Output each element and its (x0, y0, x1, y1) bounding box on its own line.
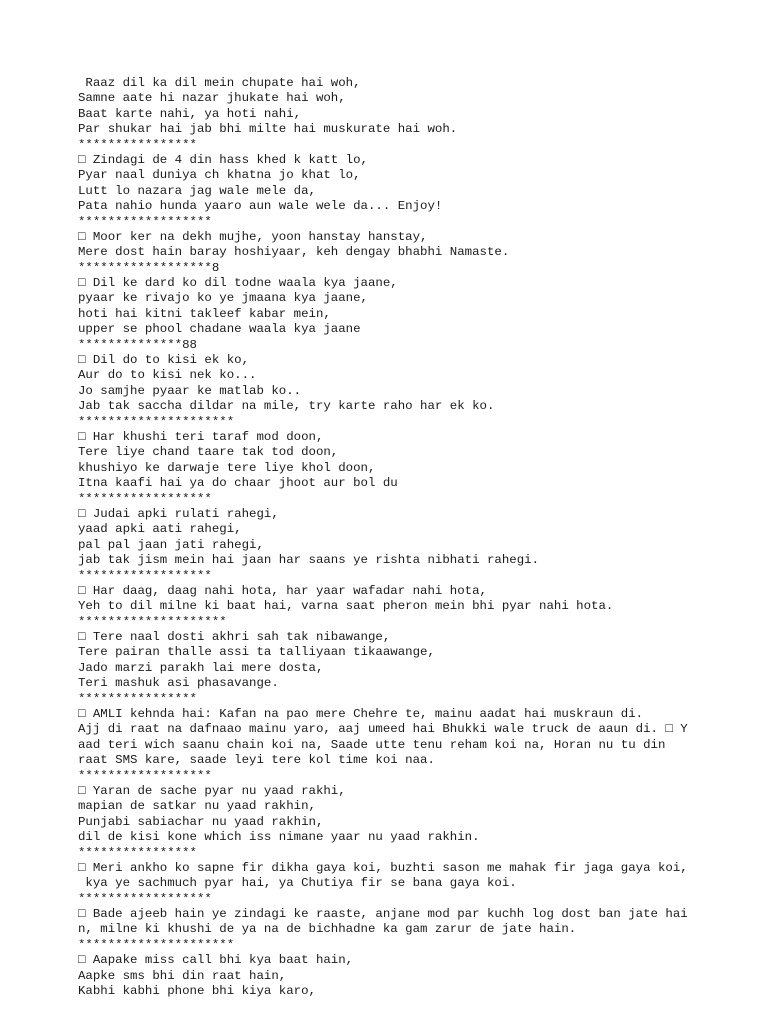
text-line: Jo samjhe pyaar ke matlab ko.. (78, 383, 302, 398)
separator-line: ****************** (78, 891, 212, 906)
text-line: □ Moor ker na dekh mujhe, yoon hanstay hanstay, (78, 229, 428, 244)
text-line: aad teri wich saanu chain koi na, Saade utte tenu reham koi na, Horan nu tu din (78, 737, 666, 752)
text-line: kya ye sachmuch pyar hai, ya Chutiya fir se bana gaya koi. (78, 876, 517, 891)
text-line: Tere liye chand taare tak tod doon, (78, 445, 339, 460)
text-line: pyaar ke rivajo ko ye jmaana kya jaane, (78, 291, 368, 306)
text-line: □ Dil ke dard ko dil todne waala kya jaane, (78, 276, 398, 291)
text-line: □ Dil do to kisi ek ko, (78, 353, 250, 368)
document-body (78, 76, 728, 999)
text-line: Samne aate hi nazar jhukate hai woh, (78, 91, 346, 106)
text-line: □ Yaran de sache pyar nu yaad rakhi, (78, 783, 346, 798)
text-line: Yeh to dil milne ki baat hai, varna saat pheron mein bhi pyar nahi hota. (78, 599, 614, 614)
text-line: Ajj di raat na dafnaao mainu yaro, aaj umeed hai Bhukki wale truck de aaun di. □ Y (78, 722, 688, 737)
text-line: Aapke sms bhi din raat hain, (78, 968, 287, 983)
text-line: jab tak jism mein hai jaan har saans ye rishta nibhati rahegi. (78, 553, 540, 568)
separator-line: ****************** (78, 568, 212, 583)
text-line: Baat karte nahi, ya hoti nahi, (78, 106, 302, 121)
text-line: □ Bade ajeeb hain ye zindagi ke raaste, anjane mod par kuchh log dost ban jate hai (78, 907, 688, 922)
separator-line: ****************** (78, 768, 212, 783)
text-line: khushiyo ke darwaje tere liye khol doon, (78, 460, 376, 475)
text-line: yaad apki aati rahegi, (78, 522, 242, 537)
separator-line: ****************** (78, 491, 212, 506)
text-line: Kabhi kabhi phone bhi kiya karo, (78, 984, 316, 999)
text-line: □ Judai apki rulati rahegi, (78, 506, 279, 521)
text-line: Aur do to kisi nek ko... (78, 368, 257, 383)
text-line: Pata nahio hunda yaaro aun wale wele da... Enjoy! (78, 199, 443, 214)
separator-line: ********************* (78, 414, 235, 429)
text-line: Jab tak saccha dildar na mile, try karte raho har ek ko. (78, 399, 495, 414)
text-line: □ Har daag, daag nahi hota, har yaar wafadar nahi hota, (78, 583, 487, 598)
text-line: upper se phool chadane waala kya jaane (78, 322, 361, 337)
text-line: Mere dost hain baray hoshiyaar, keh dengay bhabhi Namaste. (78, 245, 510, 260)
separator-line: ******************8 (78, 260, 220, 275)
separator-line: **************88 (78, 337, 197, 352)
text-line: Teri mashuk asi phasavange. (78, 676, 279, 691)
separator-line: ******************** (78, 614, 227, 629)
separator-line: **************** (78, 691, 197, 706)
text-line: Tere pairan thalle assi ta talliyaan tikaawange, (78, 645, 435, 660)
separator-line: **************** (78, 845, 197, 860)
text-line: □ Aapake miss call bhi kya baat hain, (78, 953, 354, 968)
text-line: raat SMS kare, saade leyi tere kol time koi naa. (78, 753, 435, 768)
text-line: n, milne ki khushi de ya na de bichhadne ka gam zarur de jate hain. (78, 922, 577, 937)
text-line: □ AMLI kehnda hai: Kafan na pao mere Chehre te, mainu aadat hai muskraun di. (78, 707, 644, 722)
text-line: Lutt lo nazara jag wale mele da, (78, 183, 316, 198)
text-line: □ Zindagi de 4 din hass khed k katt lo, (78, 152, 368, 167)
separator-line: **************** (78, 137, 197, 152)
text-line: Par shukar hai jab bhi milte hai muskurate hai woh. (78, 122, 458, 137)
text-line: pal pal jaan jati rahegi, (78, 537, 264, 552)
text-line: □ Meri ankho ko sapne fir dikha gaya koi, buzhti sason me mahak fir jaga gaya koi, (78, 860, 688, 875)
text-line: mapian de satkar nu yaad rakhin, (78, 799, 316, 814)
text-line: □ Tere naal dosti akhri sah tak nibawange, (78, 630, 391, 645)
separator-line: ****************** (78, 214, 212, 229)
separator-line: ********************* (78, 937, 235, 952)
text-line: Itna kaafi hai ya do chaar jhoot aur bol du (78, 476, 398, 491)
text-line: Raaz dil ka dil mein chupate hai woh, (78, 76, 361, 90)
text-line: Jado marzi parakh lai mere dosta, (78, 660, 324, 675)
text-line: dil de kisi kone which iss nimane yaar nu yaad rakhin. (78, 830, 480, 845)
text-line: Pyar naal duniya ch khatna jo khat lo, (78, 168, 361, 183)
text-line: □ Har khushi teri taraf mod doon, (78, 429, 324, 444)
text-line: Punjabi sabiachar nu yaad rakhin, (78, 814, 324, 829)
text-line: hoti hai kitni takleef kabar mein, (78, 306, 331, 321)
